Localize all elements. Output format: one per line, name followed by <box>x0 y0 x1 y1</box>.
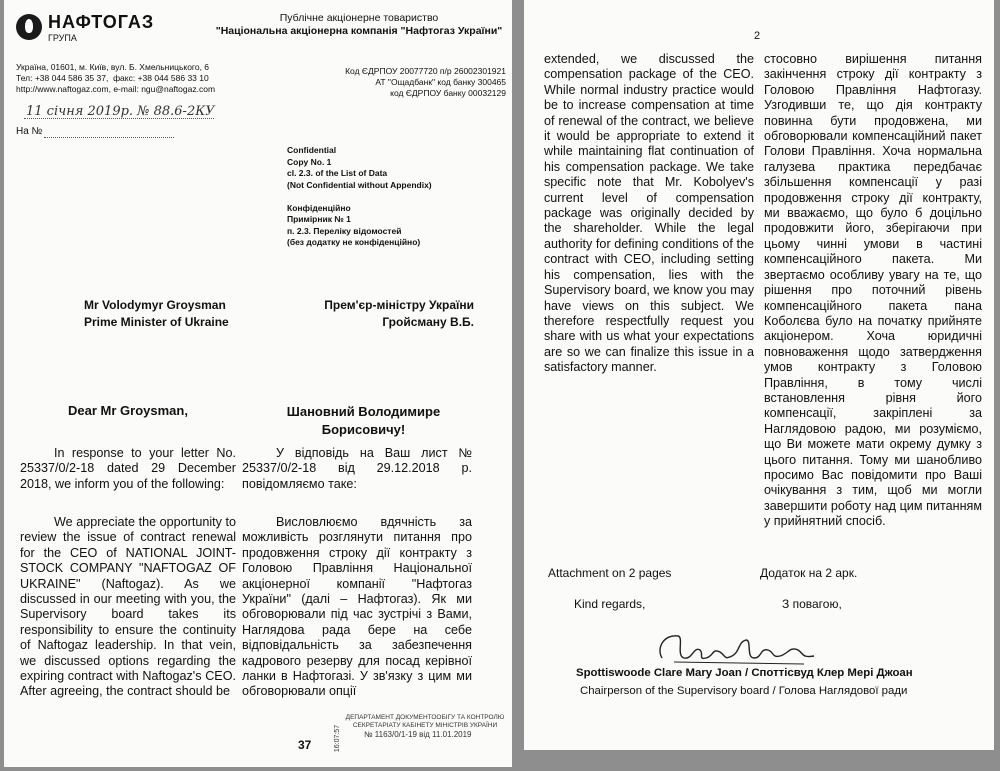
registration-stamp: ДЕПАРТАМЕНТ ДОКУМЕНТООБІГУ ТА КОНТРОЛЮ СЕКРЕТАРІАТУ КАБІНЕТУ МІНІСТРІВ УКРАЇНИ <box>345 714 505 729</box>
paragraph-1-ukrainian: У відповідь на Ваш лист № 25337/0/2-18 від 29.12.2018 р. повідомляємо таке: <box>242 446 472 491</box>
page-number: 2 <box>754 30 761 42</box>
paragraph-2-ukrainian: Висловлюємо вдячність за можливість розглянути питання про продовження строку дії контракту з Головою Правління Національної акціонерної компанії "Нафтогаз України" (далі – Нафтогаз). Як ми обговорювали під час зустрічі з Вами, Наглядова рада бере на себе відповідальність за забезпечення кадрового резерву для посад керівної ланки в Нафтогазі. У зв'язку з цим ми обговорювали опції <box>242 515 472 699</box>
paragraph-2-english: We appreciate the opportunity to review the issue of contract renewal for the CEO of NATIONAL JOINT-STOCK COMPANY "NAFTOGAZ OF UKRAINE" (Naftogaz). As we discussed in our meeting with you, the Supervisory board takes its responsibility to ensure the continuity of Naftogaz leadership. In that vein, we discussed options regarding the expiring contract with Naftogaz's CEO. After agreeing, the contract should be <box>20 515 236 699</box>
closing-ukrainian: З повагою, <box>782 597 842 611</box>
sheet-number: 37 <box>298 738 312 752</box>
attachment-english: Attachment on 2 pages <box>548 566 672 580</box>
attachment-ukrainian: Додаток на 2 арк. <box>760 566 858 580</box>
registration-number: № 1163/0/1-19 від 11.01.2019 <box>364 730 472 739</box>
logo-name: НАФТОГАЗ <box>48 12 155 32</box>
handwritten-signature <box>654 628 824 670</box>
closing-english: Kind regards, <box>574 597 646 611</box>
bank-details: Код ЄДРПОУ 20077720 п/р 26002301921 АТ "Ощадбанк" код банку 300465 код ЄДРПОУ банку 00032129 <box>345 66 506 98</box>
handwritten-reference: 11 січня 2019р. № 88.6-2КУ <box>26 104 215 119</box>
salutation-english: Dear Mr Groysman, <box>68 403 188 418</box>
page2-ukrainian-text: стосовно вирішення питання закінчення строку дії контракту з Головою Правління Нафтогазу. Узгодивши те, що дія контракту повинна бути продовжена, ми обговорювали компенсаційний пакет Голови Правління. Хоча нормальна галузева практика передбачає збільшення компенсації у разі продовження строку дії контракту, ми вважаємо, що було б доцільно продовжити його, зберігаючи при цьому чинні умови в частині компенсаційного пакета. Ми звертаємо особливу увагу на те, що рішення про поточний рівень компенсаційного пакета пана Коболєва було на початку прийняте акціонером. Хоча юридичні повноваження щодо затвердження умов контракту з Головою Правління, в тому числі встановлення рівня його компенсації, закріплені за Наглядовою радою, ми розуміємо, що Ви можете мати окрему думку з цього питання. Тому ми шанобливо просимо Вас повідомити про Ваші очікування з тим, щоб ми могли завершити роботу над цим питанням у прийнятний спосіб. <box>764 52 982 529</box>
page2-english-text: extended, we discussed the compensation package of the CEO. While normal industry practice would be to increase compensation at time of renewal of the contract, we believe it would be appropriate to extend it while maintaining flat continuation of his compensation package. We take specific note that Mr. Kobolyev's current level of compensation package was originally decided by the shareholder. While the legal authority for defining conditions of the contract with CEO, including setting his compensation, lies with the Supervisory board, we know you may have views on this subject. We therefore respectfully request you share with us what your expectations are so we can finalize this issue in a satisfactory manner. <box>544 52 754 375</box>
confidentiality-block: Confidential Copy No. 1 cl. 2.3. of the List of Data (Not Confidential without Appendix) Конфіденційно Примірник № 1 п. 2.3. Переліку відомостей (без додатку не конфіденційно) <box>287 145 432 247</box>
naftogaz-logo-icon <box>16 14 42 40</box>
company-title <box>214 12 504 38</box>
letter-page-1 <box>4 0 512 767</box>
recipient-ukrainian: Прем'єр-міністру України Гройсману В.Б. <box>324 298 474 329</box>
letter-page-2 <box>524 0 994 750</box>
reference-line <box>24 118 214 119</box>
vertical-timestamp: 16:07:57 <box>334 724 342 753</box>
logo-subtitle: ГРУПА <box>48 33 77 43</box>
salutation-ukrainian: Шановний Володимире Борисовичу! <box>286 404 441 437</box>
company-title-line-2: "Національна акціонерна компанія "Нафтогаз України" <box>215 25 503 37</box>
signer-name: Spottiswoode Clare Mary Joan / Споттісвуд Клер Мері Джоан <box>576 667 913 679</box>
signer-role: Chairperson of the Supervisory board / Голова Наглядової ради <box>580 685 908 697</box>
paragraph-1-english: In response to your letter No. 25337/0/2-18 dated 29 December 2018, we inform you of the following: <box>20 446 236 491</box>
reply-to-number: На № <box>16 126 43 137</box>
company-title-line-1: Публічне акціонерне товариство <box>279 12 439 24</box>
recipient-english: Mr Volodymyr Groysman Prime Minister of Ukraine <box>84 298 229 329</box>
company-address: Україна, 01601, м. Київ, вул. Б. Хмельницького, 6 Тел: +38 044 586 35 37, факс: +38 044 586 33 10 http://www.naftogaz.com, e-mail: ngu@naftogaz.com <box>16 62 216 94</box>
reply-to-line <box>44 137 174 138</box>
